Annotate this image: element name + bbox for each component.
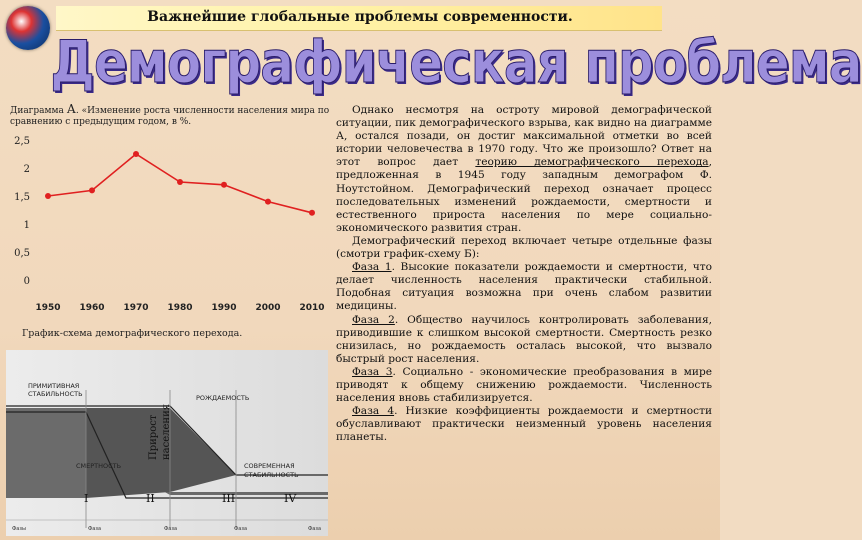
- header-title: Важнейшие глобальные проблемы современности.: [147, 9, 573, 25]
- y-tick-label: 2,5: [14, 136, 30, 147]
- phase-3-text: . Социально - экономические преобразования в мире приводят к общему снижению рождаемости. Численность населения вновь стабилизируется.: [336, 365, 712, 405]
- label-primitive: [28, 382, 83, 398]
- label-primitive-line: ПРИМИТИВНАЯ: [28, 382, 80, 390]
- data-point: [89, 187, 95, 193]
- phase-axis-label: Фазы: [12, 526, 26, 532]
- x-tick-label: 1990: [211, 303, 237, 313]
- data-point: [309, 210, 315, 216]
- phase-numeral: IV: [284, 492, 297, 505]
- chart-caption-text: . «Изменение роста численности населения мира по сравнению с предыдущим годом, в %.: [10, 106, 330, 127]
- data-point: [221, 182, 227, 188]
- slide-title: Демографическая проблема: [50, 28, 862, 96]
- x-tick-label: 1970: [123, 303, 149, 313]
- y-tick-label: 1,5: [14, 192, 30, 203]
- x-tick-label: 1950: [35, 303, 61, 313]
- label-modern: [244, 462, 299, 479]
- y-tick-label: 1: [23, 220, 30, 231]
- paragraph-intro-text-end: , предложенная в 1945 году западным демографом Ф. Ноутстойном. Демографический переход означает процесс последовательных изменений рождаемости, смертности и естественного прироста населения по мере социально-экономического развития стран.: [336, 156, 712, 234]
- phase-numeral: I: [84, 492, 89, 505]
- paragraph-intro: [336, 104, 712, 235]
- phase-4-label: Фаза 4: [352, 405, 395, 418]
- x-tick-label: 1980: [167, 303, 193, 313]
- x-tick-label: 2010: [299, 303, 325, 313]
- explanation-text: [336, 104, 712, 444]
- phase-numeral: II: [146, 492, 155, 505]
- label-growth-line: населения: [161, 403, 172, 460]
- phase-3-label: Фаза 3: [352, 365, 393, 378]
- label-modern-line: СОВРЕМЕННАЯ: [244, 462, 295, 470]
- transition-schema: [6, 350, 328, 536]
- y-tick-label: 2: [23, 164, 30, 175]
- label-modern-line: СТАБИЛЬНОСТЬ: [244, 471, 299, 479]
- paragraph-intro-text: Однако несмотря на остроту мировой демографической ситуации, пик демографического взрыва, как видно на диаграмме А, остался позади, он достиг максимальной отметки во всей истории человечества в 1970 году. Что же произошло? Ответ на этот вопрос дает: [336, 104, 712, 169]
- phase-axis-label: Фаза: [308, 526, 322, 532]
- paragraph-phases-intro: Демографический переход включает четыре отдельные фазы (смотри график-схему Б):: [336, 234, 712, 261]
- growth-line-chart: [0, 130, 335, 320]
- schema-caption: График-схема демографического перехода.: [22, 328, 243, 339]
- x-tick-label: 1960: [79, 303, 105, 313]
- paragraph-phase-4: [336, 405, 712, 444]
- paragraph-phase-1: [336, 261, 712, 313]
- phase-1-label: Фаза 1: [352, 261, 392, 274]
- phase-2-label: Фаза 2: [352, 313, 395, 326]
- x-tick-label: 2000: [255, 303, 281, 313]
- schema-svg: [6, 350, 328, 536]
- paragraph-phase-2: [336, 314, 712, 366]
- phase-4-text: . Низкие коэффициенты рождаемости и смертности обуславливают практически неизменный уровень населения планеты.: [336, 405, 713, 444]
- data-point: [265, 199, 271, 205]
- paragraph-phase-3: [336, 366, 712, 405]
- phase-axis-label: Фаза: [164, 526, 178, 532]
- y-tick-label: 0,5: [14, 248, 30, 259]
- phase-1-text: . Высокие показатели рождаемости и смертности, что делает численность населения практически стабильной. Подобная ситуация возможна при очень слабом развитии медицины.: [336, 261, 712, 313]
- label-growth-line: Прирост: [148, 414, 159, 460]
- chart-caption-prefix: Диаграмма: [10, 106, 64, 116]
- data-point: [177, 179, 183, 185]
- phase-2-text: . Общество научилось контролировать заболевания, приводившие к слишком высокой смертности. Смертность резко снизилась, но рождаемость осталась высокой, что вызвало быстрый рост населения.: [336, 313, 712, 365]
- label-death: СМЕРТНОСТЬ: [76, 462, 122, 470]
- phase-axis-label: Фаза: [88, 526, 102, 532]
- chart-caption-letter: А: [66, 102, 76, 116]
- label-primitive-line: СТАБИЛЬНОСТЬ: [28, 390, 83, 398]
- phase-axis-label: Фаза: [234, 526, 248, 532]
- chart-caption: [10, 104, 340, 128]
- label-birth: РОЖДАЕМОСТЬ: [196, 394, 250, 402]
- data-point: [133, 151, 139, 157]
- y-tick-label: 0: [23, 276, 30, 287]
- theory-link-text: теорию демографического перехода: [475, 156, 709, 169]
- data-point: [45, 193, 51, 199]
- phase-numeral: III: [222, 492, 236, 505]
- chart-svg: [0, 130, 335, 320]
